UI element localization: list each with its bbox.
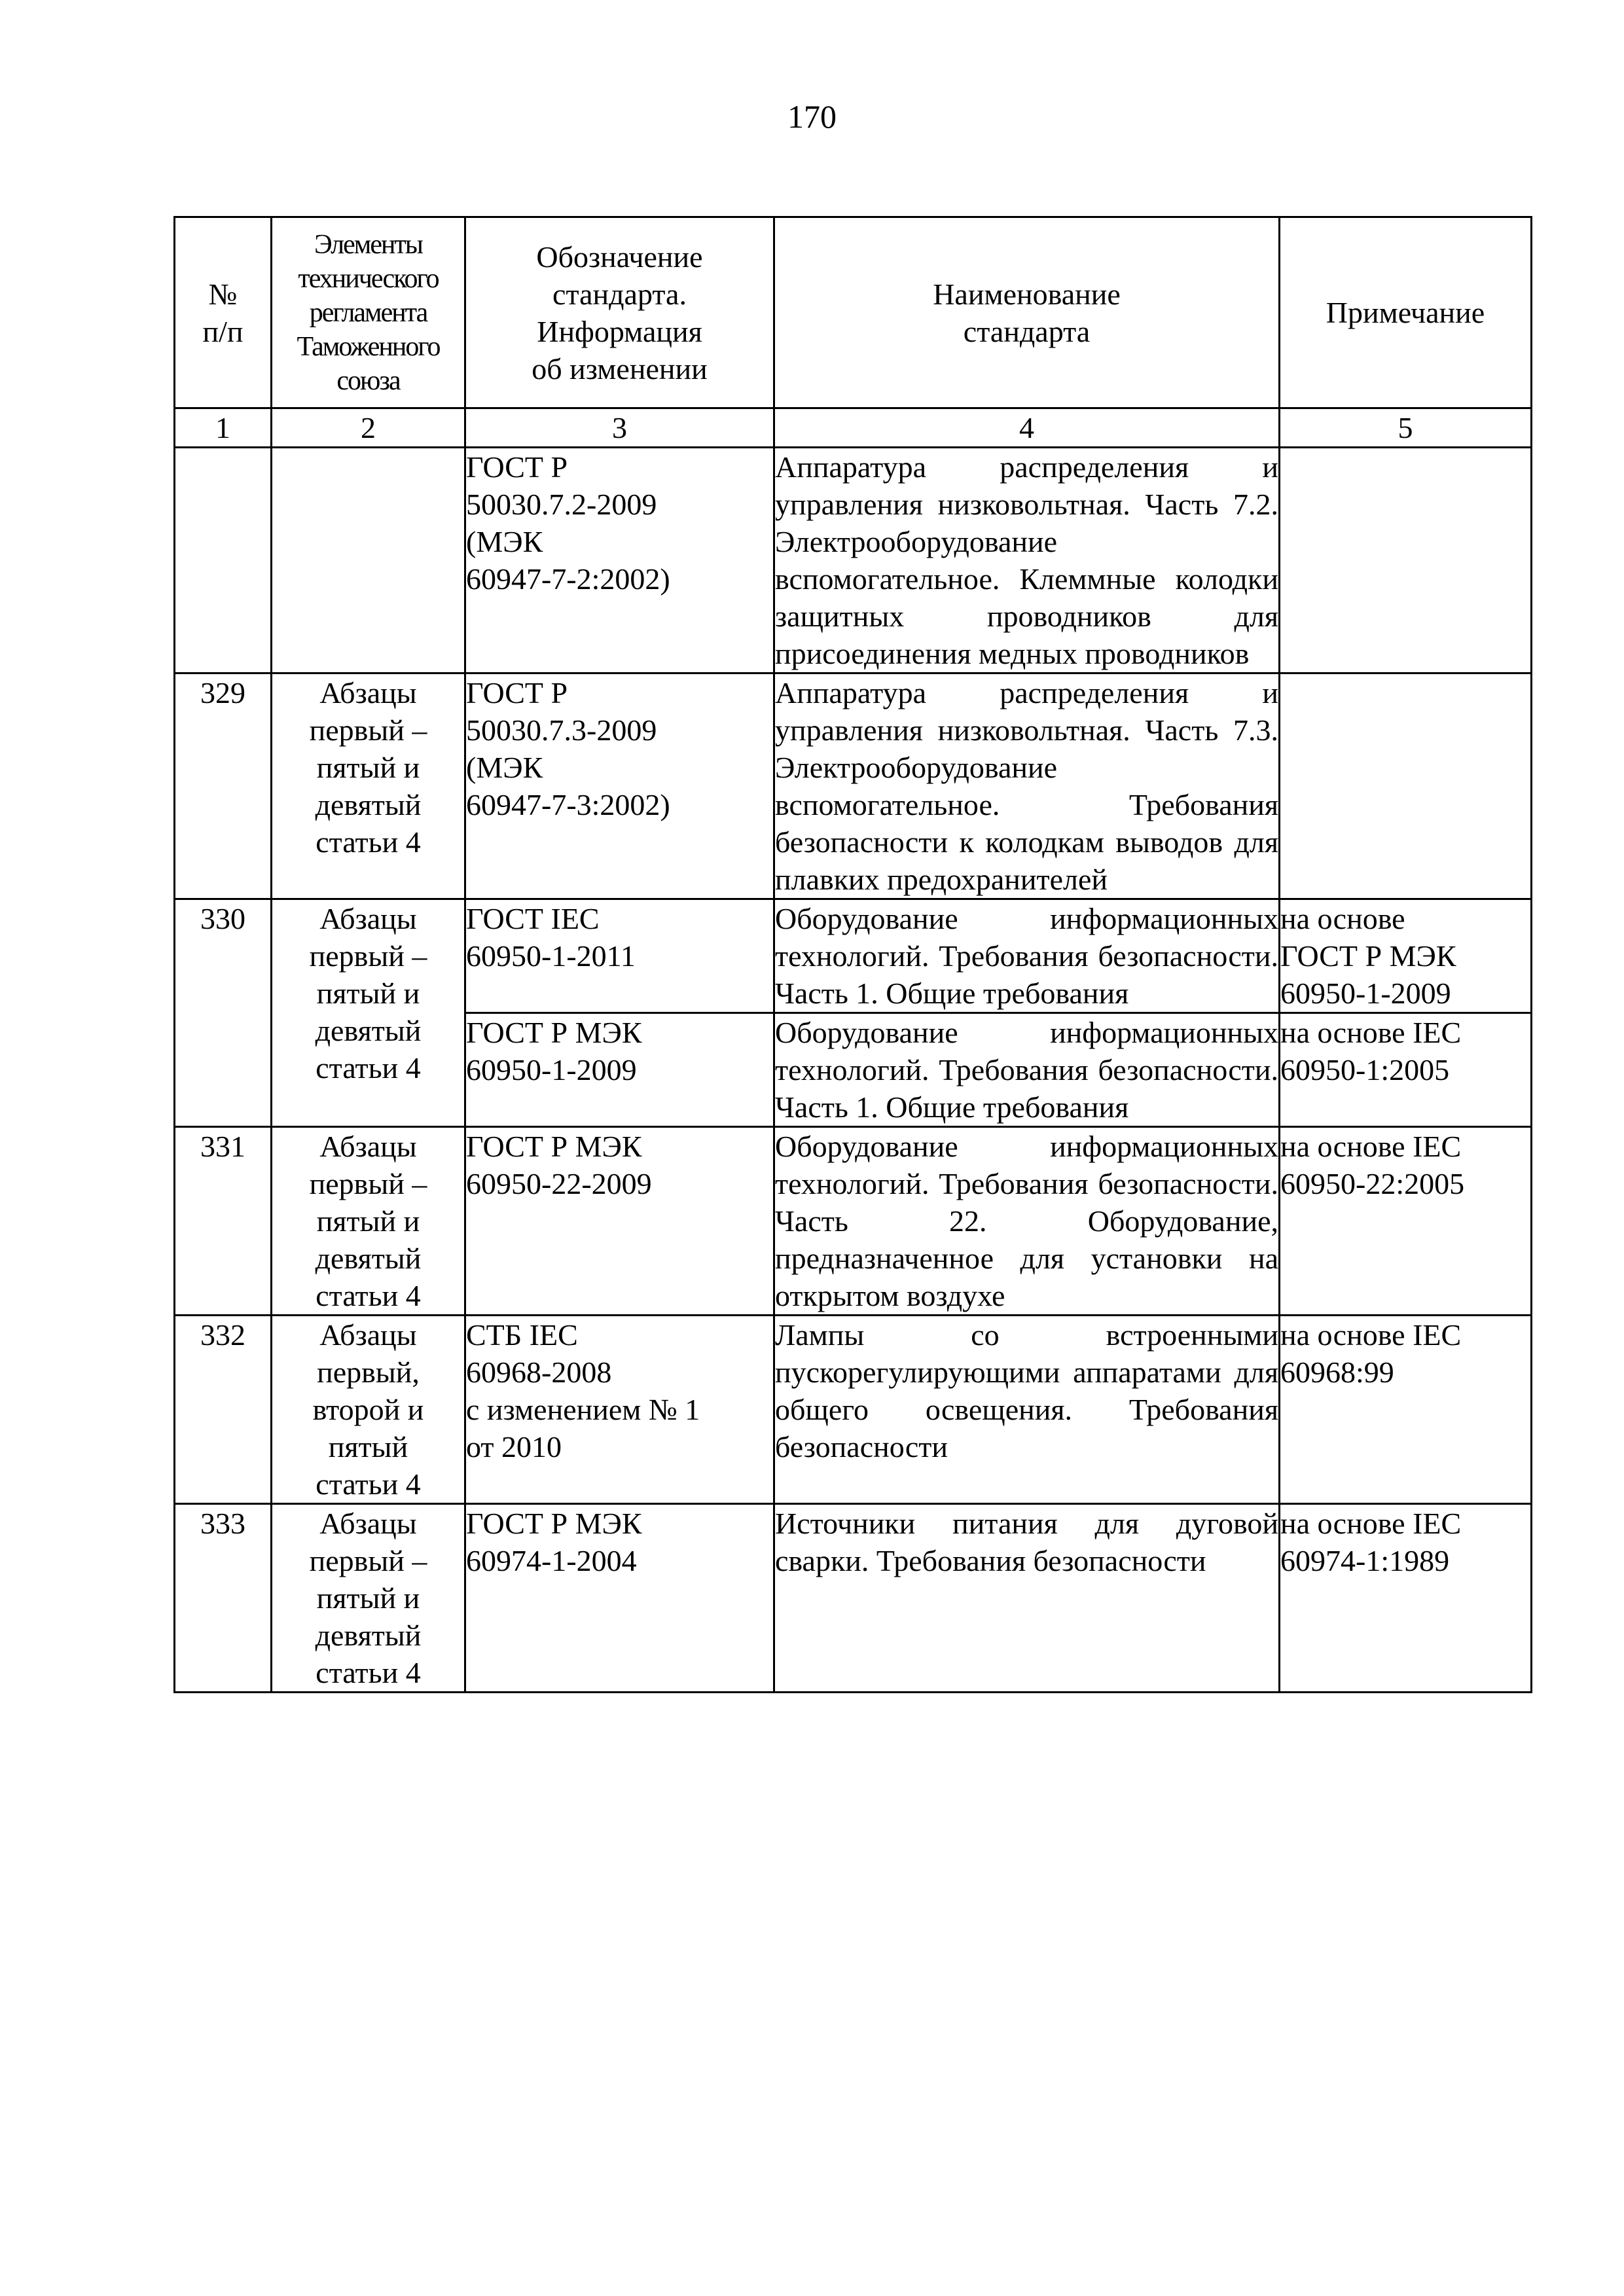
row-number	[175, 448, 272, 673]
table-row	[175, 899, 1532, 1013]
row-number: 332	[175, 1316, 272, 1504]
row-elements	[272, 448, 465, 673]
row-elements: Абзацы первый – пятый и девятый статьи 4	[272, 899, 465, 1127]
row-designation: ГОСТ Р 50030.7.2-2009 (МЭК 60947-7-2:2002)	[465, 448, 774, 673]
column-number: 2	[272, 408, 465, 448]
row-note: на основе IEC 60950-22:2005	[1280, 1127, 1532, 1316]
row-note: на основе IEC 60950-1:2005	[1280, 1013, 1532, 1127]
row-number: 331	[175, 1127, 272, 1316]
header-note: Примечание	[1280, 217, 1532, 408]
header-elements: Элементы технического регламента Таможенного союза	[272, 217, 465, 408]
table-row	[175, 1316, 1532, 1504]
row-elements: Абзацы первый, второй и пятый статьи 4	[272, 1316, 465, 1504]
row-designation: ГОСТ IEC 60950-1-2011	[465, 899, 774, 1013]
row-name: Оборудование информационных технологий. Требования безопасности. Часть 1. Общие требования	[774, 899, 1280, 1013]
row-name: Аппаратура распределения и управления низковольтная. Часть 7.3. Электрооборудование вспомогательное. Требования безопасности к колодкам выводов для плавких предохранителей	[774, 673, 1280, 899]
row-note: на основе IEC 60974-1:1989	[1280, 1504, 1532, 1693]
table-row	[175, 448, 1532, 673]
table-row	[175, 1504, 1532, 1693]
column-number: 3	[465, 408, 774, 448]
column-number-row	[175, 408, 1532, 448]
row-name: Лампы со встроенными пускорегулирующими аппаратами для общего освещения. Требования безопасности	[774, 1316, 1280, 1504]
row-number: 333	[175, 1504, 272, 1693]
row-name: Оборудование информационных технологий. Требования безопасности. Часть 22. Оборудование, предназначенное для установки на открытом воздухе	[774, 1127, 1280, 1316]
row-designation: СТБ IEC 60968-2008 с изменением № 1 от 2010	[465, 1316, 774, 1504]
row-designation: ГОСТ Р МЭК 60950-22-2009	[465, 1127, 774, 1316]
table-row	[175, 1127, 1532, 1316]
header-row	[175, 217, 1532, 408]
column-number: 5	[1280, 408, 1532, 448]
row-designation: ГОСТ Р МЭК 60974-1-2004	[465, 1504, 774, 1693]
row-note: на основе ГОСТ Р МЭК 60950-1-2009	[1280, 899, 1532, 1013]
row-number: 329	[175, 673, 272, 899]
column-number: 1	[175, 408, 272, 448]
row-note	[1280, 673, 1532, 899]
row-name: Оборудование информационных технологий. Требования безопасности. Часть 1. Общие требования	[774, 1013, 1280, 1127]
row-name: Аппаратура распределения и управления низковольтная. Часть 7.2. Электрооборудование вспомогательное. Клеммные колодки защитных проводников для присоединения медных проводников	[774, 448, 1280, 673]
row-elements: Абзацы первый – пятый и девятый статьи 4	[272, 673, 465, 899]
header-designation: Обозначение стандарта. Информация об изменении	[465, 217, 774, 408]
header-number: № п/п	[175, 217, 272, 408]
standards-table	[173, 216, 1532, 1693]
page-number: 170	[787, 98, 837, 135]
table-row	[175, 673, 1532, 899]
header-name: Наименование стандарта	[774, 217, 1280, 408]
row-name: Источники питания для дуговой сварки. Требования безопасности	[774, 1504, 1280, 1693]
row-designation: ГОСТ Р МЭК 60950-1-2009	[465, 1013, 774, 1127]
row-note	[1280, 448, 1532, 673]
row-elements: Абзацы первый – пятый и девятый статьи 4	[272, 1504, 465, 1693]
row-note: на основе IEC 60968:99	[1280, 1316, 1532, 1504]
row-elements: Абзацы первый – пятый и девятый статьи 4	[272, 1127, 465, 1316]
column-number: 4	[774, 408, 1280, 448]
row-number: 330	[175, 899, 272, 1127]
row-designation: ГОСТ Р 50030.7.3-2009 (МЭК 60947-7-3:2002)	[465, 673, 774, 899]
